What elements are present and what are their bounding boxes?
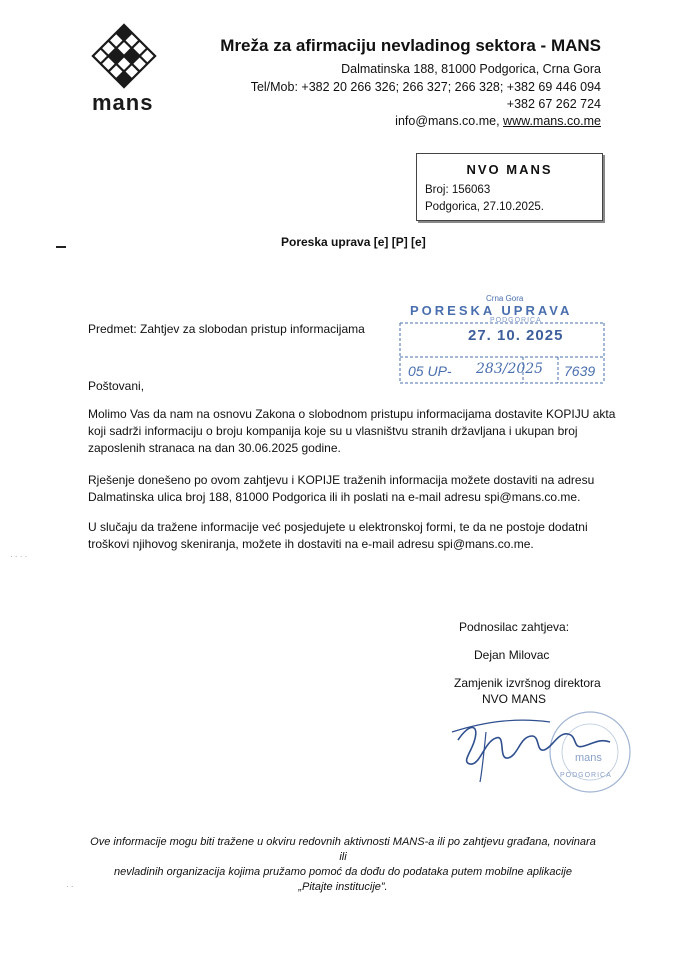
seal-text: mans (575, 752, 602, 764)
org-contact (395, 114, 601, 128)
org-address: Dalmatinska 188, 81000 Podgorica, Crna Gora (341, 62, 601, 76)
subject-line: Predmet: Zahtjev za slobodan pristup informacijama (88, 322, 365, 336)
signature-and-seal-icon (440, 702, 650, 802)
stamp-handwritten-number: 283/2025 (476, 361, 544, 377)
org-name: Mreža za afirmaciju nevladinog sektora - MANS (220, 36, 601, 55)
paragraph-3 (88, 519, 588, 553)
paragraph-2-line: Rješenje donešeno po ovom zahtjevu i KOPIJE traženih informacija možete dostaviti na adresu (88, 473, 595, 487)
footer-line: „Pitajte institucije”. (298, 881, 388, 893)
received-stamp (398, 294, 608, 385)
signer-name: Dejan Milovac (474, 648, 550, 662)
paragraph-1-line: koji sadrži informaciju o broju kompanija koje su u vlasništvu stranih državljana i ukupan broj (88, 424, 578, 438)
footer-line: Ove informacije mogu biti tražene u okviru redovnih aktivnosti MANS-a ili po zahtjevu građana, novinara ili (90, 836, 596, 863)
scan-artifact: · · (66, 882, 74, 891)
reference-place-date: Podgorica, 27.10.2025. (425, 201, 544, 213)
stamp-code: 05 UP- (408, 363, 452, 379)
margin-mark (56, 246, 66, 248)
paragraph-1 (88, 406, 615, 457)
stamp-date: 27. 10. 2025 (468, 327, 564, 344)
stamp-office: PORESKA UPRAVA (410, 303, 573, 318)
footer-note (88, 835, 598, 895)
org-website-link[interactable]: www.mans.co.me (503, 114, 601, 128)
paragraph-3-line: U slučaju da tražene informacije već posjedujete u elektronskoj formi, te da ne postoje dodatni (88, 520, 588, 534)
signer-position: Zamjenik izvršnog direktora (454, 676, 601, 690)
signer-org: NVO MANS (482, 692, 547, 706)
stamp-country: Crna Gora (486, 294, 524, 303)
reference-box-title: NVO MANS (466, 162, 553, 177)
footer-line: nevladinih organizacija kojima pružamo pomoć da dođu do podataka putem mobilne aplikacije (114, 866, 572, 878)
stamp-registration-number: 7639 (564, 363, 596, 379)
org-phones-line1: Tel/Mob: +382 20 266 326; 266 327; 266 328; +382 69 446 094 (250, 80, 601, 94)
paragraph-1-line: Molimo Vas da nam na osnovu Zakona o slobodnom pristupu informacijama dostavite KOPIJU akta (88, 407, 616, 421)
stamp-city: PODGORICA (490, 317, 542, 324)
signature-label: Podnosilac zahtjeva: (459, 620, 570, 634)
org-phones-line2: +382 67 262 724 (506, 97, 601, 111)
logo-wordmark: mans (92, 90, 154, 115)
seal-city: PODGORICA (560, 772, 612, 779)
scan-artifact: · · · · (10, 552, 28, 561)
reference-box (416, 153, 603, 221)
contact-separator: , (496, 114, 504, 128)
paragraph-3-line: troškovi njihovog skeniranja, možete ih dostaviti na e-mail adresu spi@mans.co.me. (88, 537, 534, 551)
recipient: Poreska uprava [e] [P] [e] (281, 235, 426, 249)
greeting: Poštovani, (88, 379, 145, 393)
org-email[interactable]: info@mans.co.me (395, 114, 497, 128)
paragraph-1-line: zaposlenih stranaca na dan 30.06.2025 godine. (88, 441, 341, 455)
paragraph-2-line: Dalmatinska ulica broj 188, 81000 Podgorica ili ih poslati na e-mail adresu spi@mans.co.me. (88, 490, 581, 504)
reference-number: Broj: 156063 (425, 184, 491, 196)
paragraph-2 (88, 472, 594, 506)
